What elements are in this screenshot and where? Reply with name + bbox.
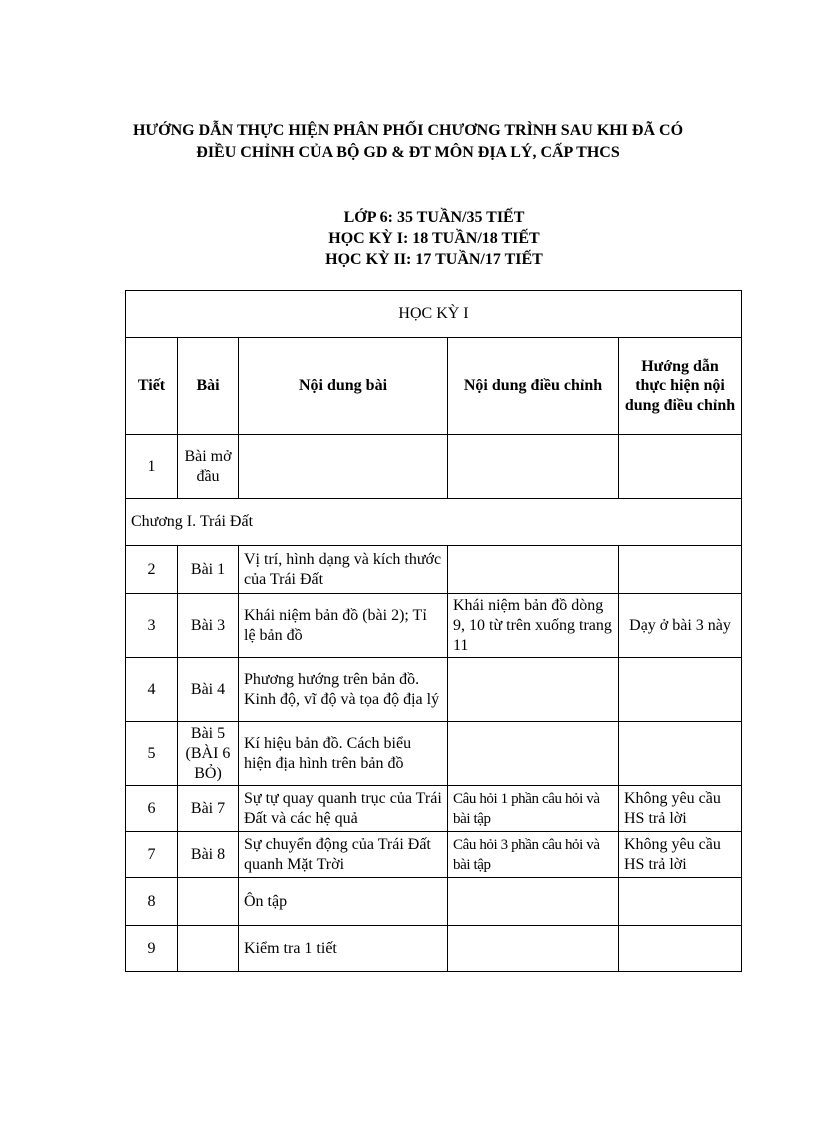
cell-noi-dung: Phương hướng trên bản đồ. Kinh độ, vĩ độ và tọa độ địa lý	[239, 658, 448, 722]
table-row	[126, 832, 742, 878]
cell-tiet: 6	[126, 786, 178, 832]
cell-huong-dan: Không yêu cầu HS trả lời	[619, 832, 742, 878]
cell-huong-dan	[619, 878, 742, 926]
cell-noi-dung	[239, 435, 448, 499]
cell-bai	[178, 926, 239, 972]
cell-dieu-chinh	[448, 722, 619, 786]
table-row	[126, 594, 742, 658]
header-tiet: Tiết	[126, 338, 178, 435]
cell-dieu-chinh	[448, 435, 619, 499]
chapter-row	[126, 499, 742, 546]
header-huong-dan: Hướng dẫn thực hiện nội dung điều chỉnh	[619, 338, 742, 435]
cell-noi-dung: Ôn tập	[239, 878, 448, 926]
cell-tiet: 8	[126, 878, 178, 926]
cell-bai: Bài 8	[178, 832, 239, 878]
cell-bai: Bài 4	[178, 658, 239, 722]
cell-bai	[178, 878, 239, 926]
cell-dieu-chinh	[448, 878, 619, 926]
cell-dieu-chinh: Câu hỏi 3 phần câu hỏi và bài tập	[448, 832, 619, 878]
title-line-1: HƯỚNG DẪN THỰC HIỆN PHÂN PHỐI CHƯƠNG TRÌNH SAU KHI ĐÃ CÓ	[132, 122, 684, 139]
table-row	[126, 722, 742, 786]
cell-huong-dan	[619, 546, 742, 594]
cell-huong-dan: Không yêu cầu HS trả lời	[619, 786, 742, 832]
cell-huong-dan: Dạy ở bài 3 này	[619, 594, 742, 658]
cell-huong-dan	[619, 658, 742, 722]
cell-tiet: 9	[126, 926, 178, 972]
cell-tiet: 4	[126, 658, 178, 722]
semester-row	[126, 291, 742, 338]
schedule-summary	[0, 207, 816, 270]
cell-noi-dung: Kiểm tra 1 tiết	[239, 926, 448, 972]
cell-noi-dung: Kí hiệu bản đồ. Cách biểu hiện địa hình trên bản đồ	[239, 722, 448, 786]
cell-tiet: 2	[126, 546, 178, 594]
cell-bai: Bài 7	[178, 786, 239, 832]
curriculum-table	[125, 290, 742, 972]
table-row	[126, 435, 742, 499]
term1-line: HỌC KỲ I: 18 TUẦN/18 TIẾT	[328, 230, 540, 247]
cell-dieu-chinh	[448, 926, 619, 972]
cell-dieu-chinh	[448, 546, 619, 594]
cell-dieu-chinh	[448, 658, 619, 722]
grade-line: LỚP 6: 35 TUẦN/35 TIẾT	[343, 209, 525, 226]
cell-noi-dung: Khái niệm bản đồ (bài 2); Tỉ lệ bản đồ	[239, 594, 448, 658]
cell-bai: Bài 3	[178, 594, 239, 658]
chapter-label: Chương I. Trái Đất	[126, 499, 742, 546]
table-row	[126, 658, 742, 722]
cell-tiet: 7	[126, 832, 178, 878]
table-row	[126, 546, 742, 594]
cell-noi-dung: Sự chuyển động của Trái Đất quanh Mặt Trời	[239, 832, 448, 878]
header-bai: Bài	[178, 338, 239, 435]
cell-huong-dan	[619, 722, 742, 786]
header-noi-dung-bai: Nội dung bài	[239, 338, 448, 435]
cell-tiet: 3	[126, 594, 178, 658]
cell-noi-dung: Vị trí, hình dạng và kích thước của Trái Đất	[239, 546, 448, 594]
cell-dieu-chinh: Khái niệm bản đồ dòng 9, 10 từ trên xuống trang 11	[448, 594, 619, 658]
cell-bai: Bài 5 (BÀI 6 BỎ)	[178, 722, 239, 786]
table-header-row	[126, 338, 742, 435]
cell-bai: Bài 1	[178, 546, 239, 594]
title-line-2: ĐIỀU CHỈNH CỦA BỘ GD & ĐT MÔN ĐỊA LÝ, CẤP THCS	[196, 144, 620, 161]
table-row	[126, 926, 742, 972]
table-row	[126, 878, 742, 926]
document-title	[0, 120, 816, 164]
semester-label: HỌC KỲ I	[126, 291, 742, 338]
cell-bai: Bài mở đầu	[178, 435, 239, 499]
cell-dieu-chinh: Câu hỏi 1 phần câu hỏi và bài tập	[448, 786, 619, 832]
cell-tiet: 1	[126, 435, 178, 499]
cell-noi-dung: Sự tự quay quanh trục của Trái Đất và các hệ quả	[239, 786, 448, 832]
term2-line: HỌC KỲ II: 17 TUẦN/17 TIẾT	[325, 251, 543, 268]
cell-tiet: 5	[126, 722, 178, 786]
header-noi-dung-dieu-chinh: Nội dung điều chỉnh	[448, 338, 619, 435]
table-row	[126, 786, 742, 832]
cell-huong-dan	[619, 926, 742, 972]
cell-huong-dan	[619, 435, 742, 499]
